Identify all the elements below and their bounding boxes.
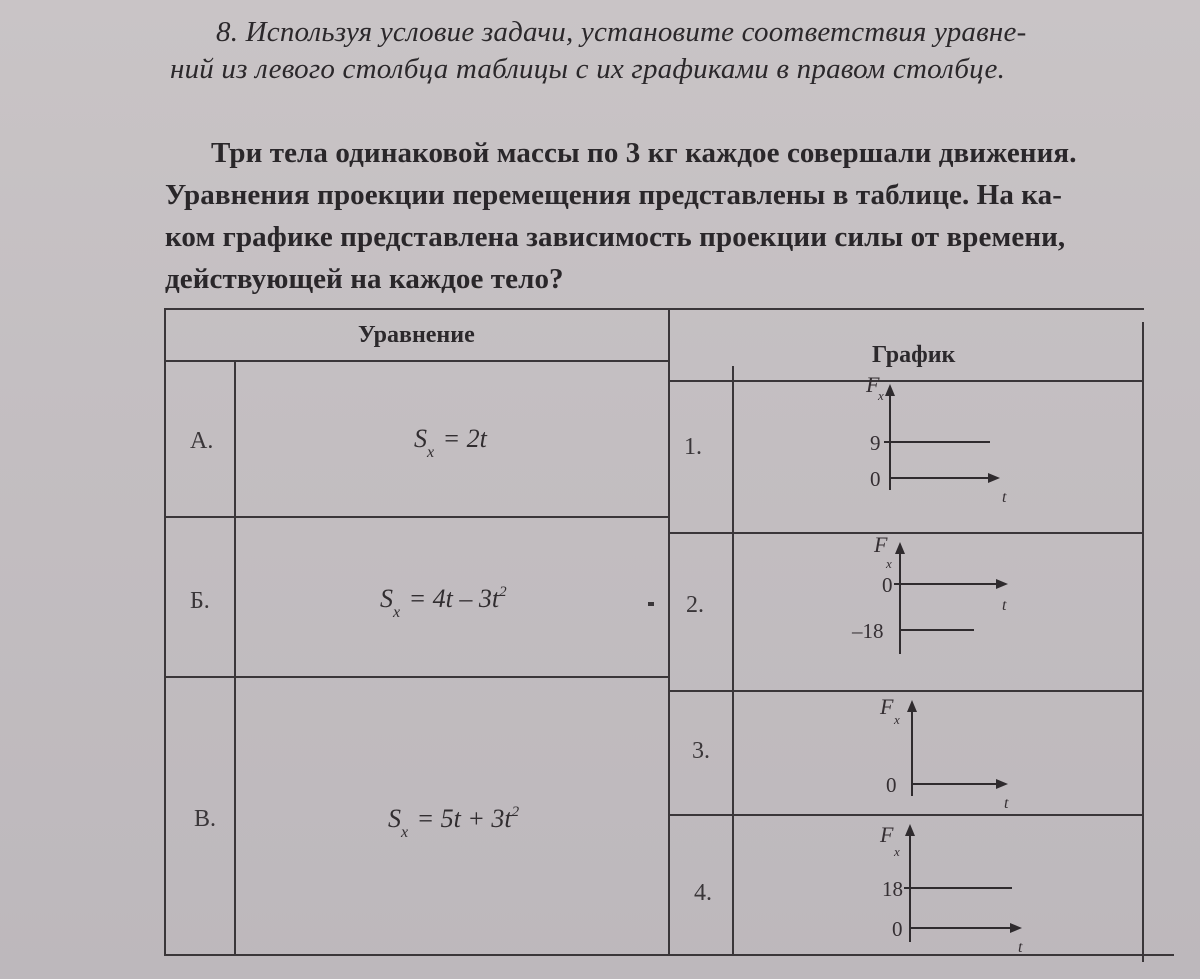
graph-1 xyxy=(844,372,1024,508)
graph-3-f-label: F xyxy=(880,694,894,719)
column-divider xyxy=(668,308,670,956)
graph-1-f-label: F xyxy=(866,372,880,397)
eq-v-sub: x xyxy=(401,824,409,841)
eq-v-symbol: S xyxy=(388,804,401,833)
problem-line-2: Уравнения проекции перемещения представлены в таблице. На ка- xyxy=(165,179,1063,211)
eq-a-symbol: S xyxy=(414,424,427,453)
graph-2-t-label: t xyxy=(1002,597,1007,614)
graph-4-f-sub: x xyxy=(894,844,900,859)
graph-number-1: 1. xyxy=(684,434,702,460)
equation-a xyxy=(414,424,487,461)
problem-line-4: действующей на каждое тело? xyxy=(165,263,564,295)
graph-3 xyxy=(864,688,1044,814)
graph-2-f-label: F xyxy=(874,532,888,557)
eq-a-rest: = 2t xyxy=(436,424,487,453)
equation-b xyxy=(380,584,507,621)
row-letter-a: А. xyxy=(190,428,214,454)
problem-line-1: Три тела одинаковой массы по 3 кг каждое совершали движения. xyxy=(211,137,1077,169)
table-border-right xyxy=(1142,322,1144,962)
row-divider-1-left xyxy=(164,516,670,518)
row-letter-b: Б. xyxy=(190,588,210,614)
graph-1-level-9: 9 xyxy=(870,431,881,455)
graph-2 xyxy=(840,530,1040,676)
letter-column-divider xyxy=(234,360,236,956)
header-divider-left xyxy=(164,360,670,362)
graph-4-f-label: F xyxy=(880,822,894,847)
graph-4-level-18: 18 xyxy=(882,877,903,901)
graph-4 xyxy=(864,814,1054,954)
task-line-1: 8. Используя условие задачи, установите соответствия уравне- xyxy=(216,16,1027,48)
graph-4-f-arrow xyxy=(905,824,915,836)
graph-2-level-neg18: –18 xyxy=(852,619,884,643)
table-border-left xyxy=(164,308,166,956)
task-line-2: ний из левого столбца таблицы с их графиками в правом столбце. xyxy=(170,53,1006,85)
graph-number-4: 4. xyxy=(694,880,712,906)
graph-4-t-label: t xyxy=(1018,939,1023,956)
problem-line-3: ком графике представлена зависимость проекции силы от времени, xyxy=(165,221,1066,253)
eq-b-sub: x xyxy=(393,604,401,621)
graph-1-t-label: t xyxy=(1002,489,1007,506)
graph-3-f-arrow xyxy=(907,700,917,712)
number-column-divider xyxy=(732,366,734,956)
graph-1-t-arrow xyxy=(988,473,1000,483)
eq-b-symbol: S xyxy=(380,584,393,613)
row-letter-v: В. xyxy=(194,806,217,832)
graph-2-t-arrow xyxy=(996,579,1008,589)
graph-4-t-arrow xyxy=(1010,923,1022,933)
graph-number-2: 2. xyxy=(686,592,704,618)
equation-v xyxy=(388,804,520,841)
problem-statement xyxy=(165,132,1150,300)
graph-1-f-arrow xyxy=(885,384,895,396)
graph-2-f-arrow xyxy=(895,542,905,554)
matching-table xyxy=(164,308,1174,968)
graph-3-level-0: 0 xyxy=(886,773,897,797)
table-border-top xyxy=(164,308,1144,310)
task-statement xyxy=(170,14,1150,88)
graph-3-t-label: t xyxy=(1004,795,1009,812)
graph-1-level-0: 0 xyxy=(870,467,881,491)
eq-a-sub: x xyxy=(427,444,435,461)
graph-3-f-sub: x xyxy=(894,712,900,727)
row-divider-2-left xyxy=(164,676,670,678)
eq-v-sup: 2 xyxy=(511,804,520,820)
graph-4-level-0: 0 xyxy=(892,917,903,941)
eq-v-rest: = 5t + 3t xyxy=(410,804,512,833)
graph-1-f-sub: x xyxy=(878,388,884,403)
eq-b-rest: = 4t – 3t xyxy=(402,584,500,613)
graph-3-t-arrow xyxy=(996,779,1008,789)
graph-number-3: 3. xyxy=(692,738,710,764)
graph-2-level-0: 0 xyxy=(882,573,893,597)
header-equation: Уравнение xyxy=(358,322,475,348)
graph-2-f-sub: x xyxy=(886,556,892,571)
header-graph: График xyxy=(872,342,956,368)
eq-b-sup: 2 xyxy=(499,584,507,600)
pencil-mark xyxy=(648,602,654,606)
